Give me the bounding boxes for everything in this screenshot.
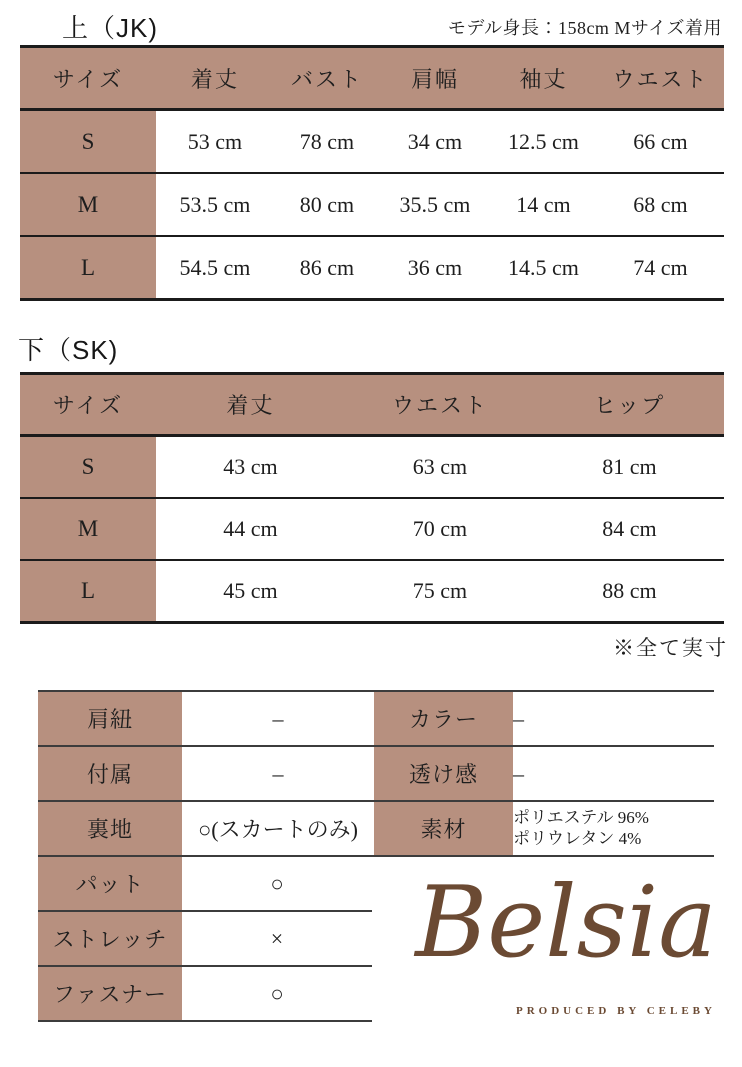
measurement-cell: 43 cm <box>156 436 345 499</box>
measurement-cell: 70 cm <box>345 498 535 560</box>
measurement-cell: 80 cm <box>274 173 380 236</box>
spec-row <box>38 691 714 746</box>
measurement-cell: 66 cm <box>597 110 724 174</box>
column-header: 肩幅 <box>380 47 490 110</box>
column-header: 着丈 <box>156 47 274 110</box>
spec-row <box>38 966 372 1021</box>
table-row <box>20 110 724 174</box>
sk-size-table <box>20 372 724 624</box>
spec-value-material <box>513 801 714 856</box>
spec-value: ○(スカートのみ) <box>198 817 358 842</box>
size-cell: L <box>20 236 156 300</box>
material-line: ポリウレタン 4% <box>513 828 642 848</box>
column-header: バスト <box>274 47 380 110</box>
size-cell: M <box>20 173 156 236</box>
spec-row <box>38 911 372 966</box>
measurement-cell: 14 cm <box>490 173 597 236</box>
measurement-cell: 53 cm <box>156 110 274 174</box>
table-row <box>20 560 724 623</box>
spec-label: カラー <box>374 691 513 746</box>
spec-row <box>38 857 372 911</box>
measurement-cell: 45 cm <box>156 560 345 623</box>
measurement-cell: 54.5 cm <box>156 236 274 300</box>
spec-row <box>38 801 714 856</box>
spec-value: ○ <box>270 980 284 1006</box>
belsia-logo: Belsia <box>415 866 717 980</box>
size-cell: M <box>20 498 156 560</box>
bottom-section-title: 下（SK) <box>18 335 119 365</box>
table-row <box>20 436 724 499</box>
table-row <box>20 236 724 300</box>
measurement-cell: 84 cm <box>535 498 724 560</box>
spec-label: ストレッチ <box>38 911 182 966</box>
size-cell: S <box>20 110 156 174</box>
spec-row <box>38 746 714 801</box>
table-row <box>20 498 724 560</box>
spec-value: × <box>270 925 284 951</box>
actual-size-note: ※全て実寸 <box>613 636 728 660</box>
measurement-cell: 78 cm <box>274 110 380 174</box>
column-header: ヒップ <box>535 374 724 436</box>
spec-label: 付属 <box>38 746 182 801</box>
belsia-tagline: PRODUCED BY CELEBY <box>516 1005 716 1017</box>
measurement-cell: 53.5 cm <box>156 173 274 236</box>
column-header: サイズ <box>20 374 156 436</box>
measurement-cell: 68 cm <box>597 173 724 236</box>
measurement-cell: 14.5 cm <box>490 236 597 300</box>
spec-table-half <box>38 857 372 1022</box>
measurement-cell: 35.5 cm <box>380 173 490 236</box>
column-header: 着丈 <box>156 374 345 436</box>
column-header: サイズ <box>20 47 156 110</box>
jk-header-row <box>20 47 724 110</box>
model-height-note: モデル身長：158cm Mサイズ着用 <box>447 18 722 38</box>
size-cell: S <box>20 436 156 499</box>
top-section-title: 上（JK) <box>62 13 159 43</box>
sk-header-row <box>20 374 724 436</box>
spec-value: ○ <box>270 870 284 896</box>
column-header: 袖丈 <box>490 47 597 110</box>
column-header: ウエスト <box>345 374 535 436</box>
spec-value: – <box>272 760 284 786</box>
spec-value: – <box>513 705 524 731</box>
measurement-cell: 75 cm <box>345 560 535 623</box>
spec-value: – <box>513 760 524 786</box>
jk-size-table <box>20 45 724 301</box>
spec-table-full <box>38 690 714 857</box>
spec-label: ファスナー <box>38 966 182 1021</box>
measurement-cell: 44 cm <box>156 498 345 560</box>
spec-label: 裏地 <box>38 801 182 856</box>
column-header: ウエスト <box>597 47 724 110</box>
spec-label: パット <box>38 857 182 911</box>
measurement-cell: 74 cm <box>597 236 724 300</box>
spec-label: 肩紐 <box>38 691 182 746</box>
measurement-cell: 63 cm <box>345 436 535 499</box>
spec-value: – <box>272 705 284 731</box>
spec-label: 透け感 <box>374 746 513 801</box>
spec-label: 素材 <box>374 801 513 856</box>
measurement-cell: 86 cm <box>274 236 380 300</box>
table-row <box>20 173 724 236</box>
measurement-cell: 34 cm <box>380 110 490 174</box>
measurement-cell: 36 cm <box>380 236 490 300</box>
measurement-cell: 88 cm <box>535 560 724 623</box>
measurement-cell: 81 cm <box>535 436 724 499</box>
measurement-cell: 12.5 cm <box>490 110 597 174</box>
size-cell: L <box>20 560 156 623</box>
material-line: ポリエステル 96% <box>513 808 649 828</box>
